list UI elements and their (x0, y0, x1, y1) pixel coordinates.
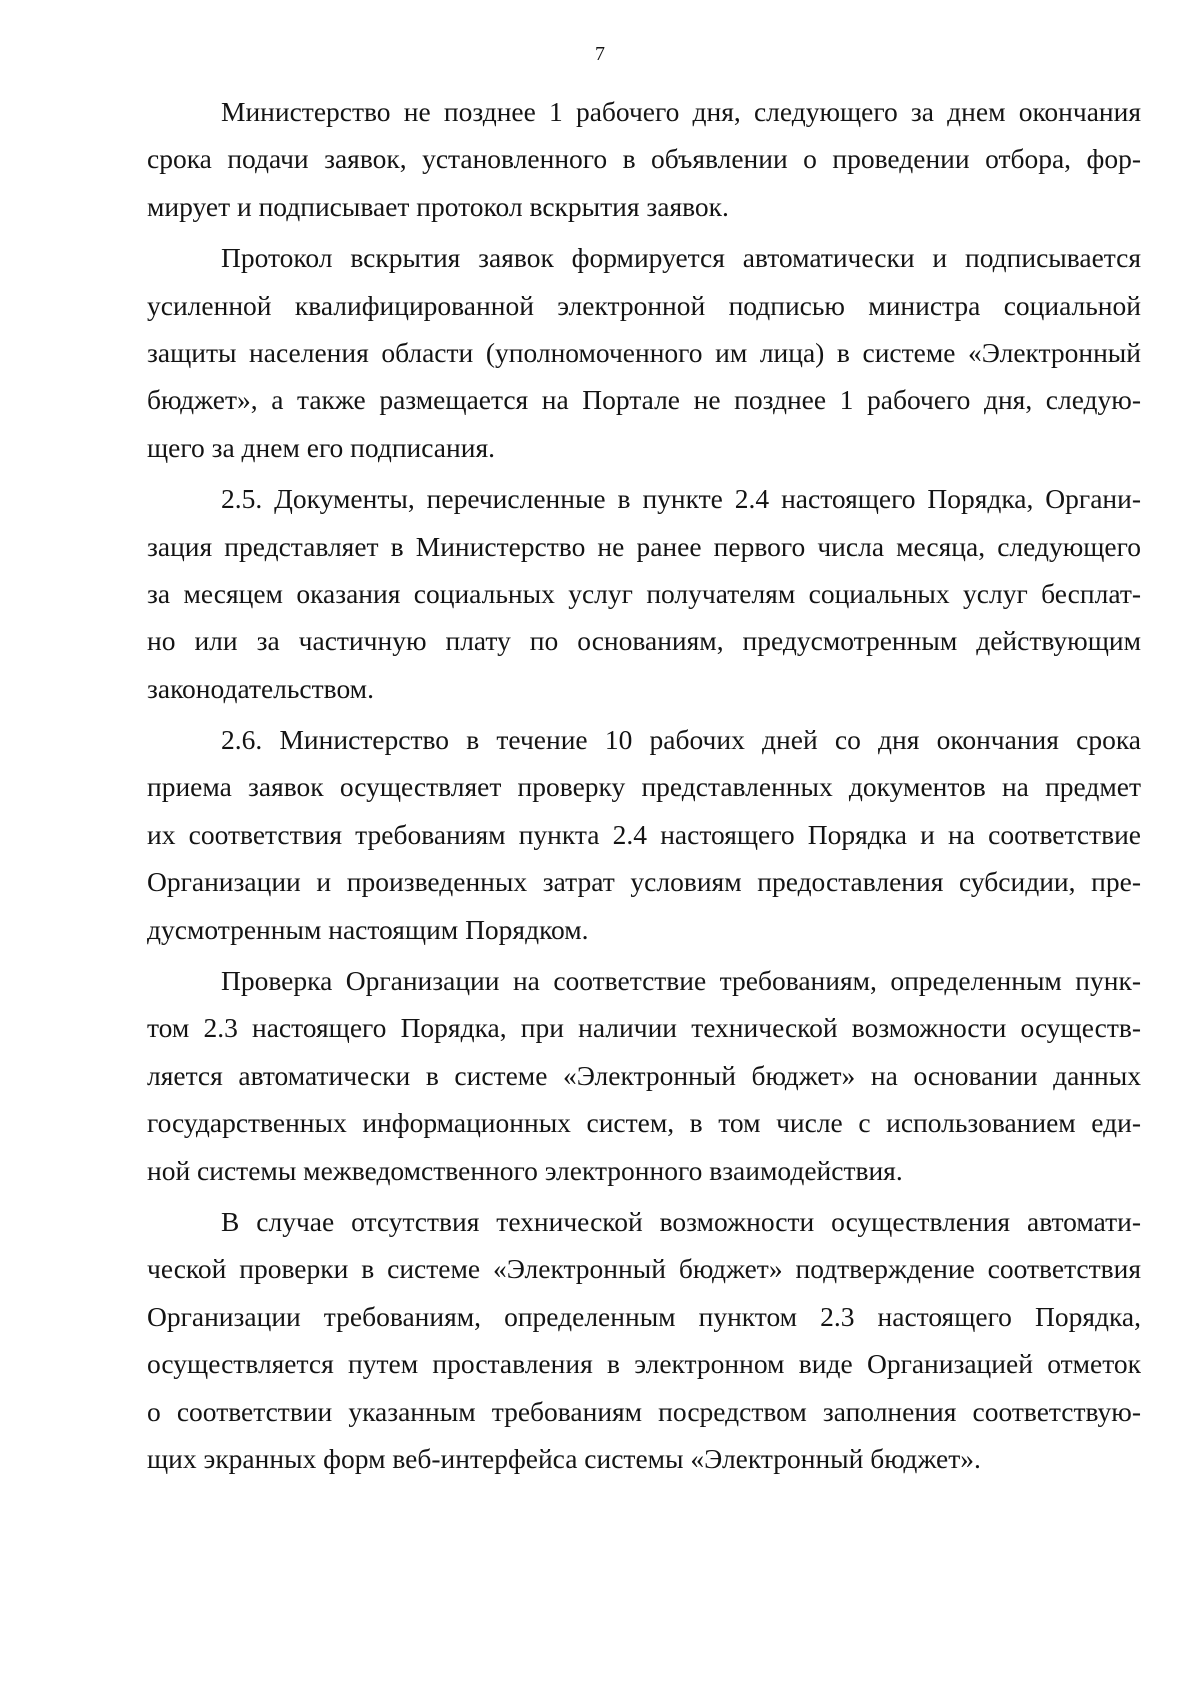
text-line: о соответствии указанным требованиям посредством заполнения соответствую- (147, 1395, 1141, 1427)
text-line: Проверка Организации на соответствие требованиям, определенным пунк- (221, 965, 1141, 997)
text-line: Министерство не позднее 1 рабочего дня, следующего за днем окончания (221, 96, 1141, 127)
text-line: зация представляет в Министерство не ранее первого числа месяца, следующего (147, 530, 1141, 562)
text-line: Организации требованиям, определенным пунктом 2.3 настоящего Порядка, (147, 1300, 1141, 1332)
text-line: государственных информационных систем, в том числе с использованием еди- (147, 1107, 1141, 1139)
text-line: бюджет», а также размещается на Портале не позднее 1 рабочего дня, следую- (147, 384, 1141, 416)
text-line: усиленной квалифицированной электронной подписью министра социальной (147, 289, 1141, 321)
text-line: их соответствия требованиям пункта 2.4 настоящего Порядка и на соответствие (147, 818, 1141, 850)
text-line: ческой проверки в системе «Электронный бюджет» подтверждение соответствия (147, 1253, 1141, 1285)
text-line: приема заявок осуществляет проверку представленных документов на предмет (147, 771, 1141, 803)
text-line: 2.5. Документы, перечисленные в пункте 2.4 настоящего Порядка, Органи- (221, 483, 1141, 515)
paragraph-p2 (147, 234, 1141, 471)
text-line: Протокол вскрытия заявок формируется автоматически и подписывается (221, 242, 1141, 274)
text-line: щего за днем его подписания. (147, 431, 495, 463)
text-line: ляется автоматически в системе «Электронный бюджет» на основании данных (147, 1059, 1141, 1091)
paragraph-p3 (147, 475, 1141, 712)
text-line: том 2.3 настоящего Порядка, при наличии технической возможности осуществ- (147, 1012, 1141, 1044)
text-line: законодательством. (147, 672, 374, 704)
paragraph-p4 (147, 716, 1141, 953)
text-line: ной системы межведомственного электронного взаимодействия. (147, 1154, 903, 1186)
text-line: срока подачи заявок, установленного в объявлении о проведении отбора, фор- (147, 143, 1141, 175)
paragraph-p6 (147, 1198, 1141, 1482)
text-line: дусмотренным настоящим Порядком. (147, 913, 589, 945)
text-line: Организации и произведенных затрат условиям предоставления субсидии, пре- (147, 866, 1141, 898)
paragraph-p1 (147, 88, 1141, 230)
page-number: 7 (595, 43, 605, 65)
paragraph-p5 (147, 957, 1141, 1194)
text-line: защиты населения области (уполномоченного им лица) в системе «Электронный (147, 336, 1141, 368)
text-line: 2.6. Министерство в течение 10 рабочих дней со дня окончания срока (221, 724, 1141, 756)
text-line: щих экранных форм веб-интерфейса системы «Электронный бюджет». (147, 1442, 981, 1474)
text-line: В случае отсутствия технической возможности осуществления автомати- (221, 1205, 1141, 1237)
text-line: за месяцем оказания социальных услуг получателям социальных услуг бесплат- (147, 577, 1141, 609)
text-line: осуществляется путем проставления в электронном виде Организацией отметок (147, 1348, 1141, 1380)
text-line: но или за частичную плату по основаниям, предусмотренным действующим (147, 625, 1141, 657)
document-body (147, 88, 1141, 1486)
text-line: мирует и подписывает протокол вскрытия заявок. (147, 190, 729, 222)
